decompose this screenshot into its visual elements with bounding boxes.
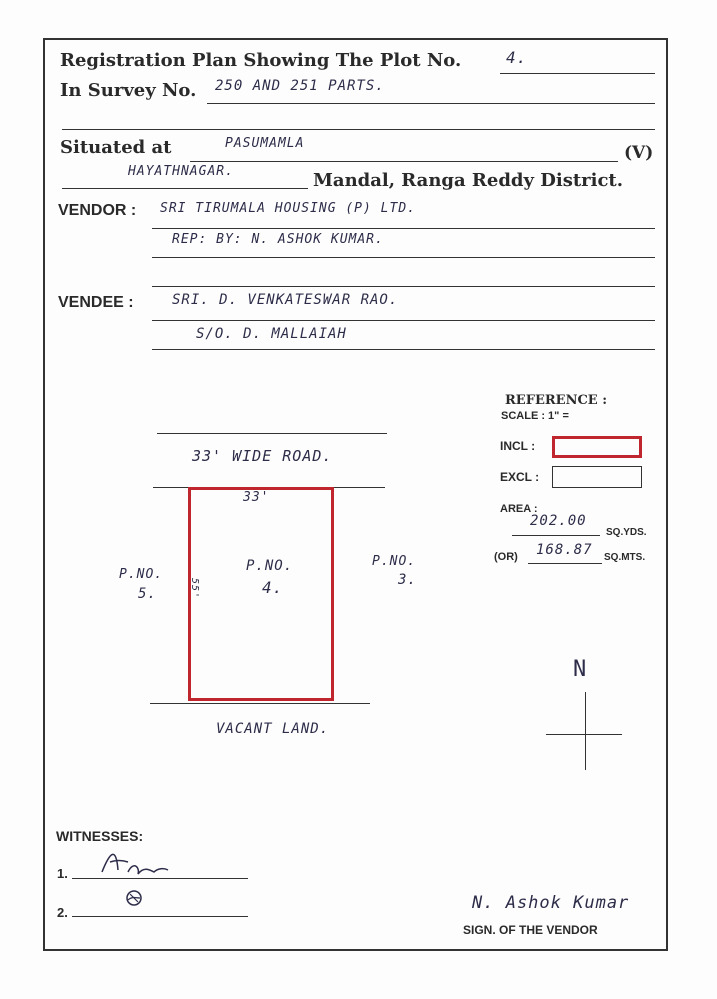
vendor-name: SRI TIRUMALA HOUSING (P) LTD. [160,201,416,216]
vendor-underline-2 [152,257,655,258]
area-value: 202.00 [530,513,587,529]
side-dimension: 55' [189,577,201,600]
plot-label: P.NO. [246,558,294,574]
mandal-value: HAYATHNAGAR. [128,164,234,179]
plot-number: 4. [262,578,284,597]
vendor-underline-3 [152,286,655,287]
witness-1-label: 1. [57,866,68,881]
plan-title: Registration Plan Showing The Plot No. [60,50,462,71]
road-label: 33' WIDE ROAD. [192,447,333,465]
witness-2-line [72,916,248,917]
plot-number-value: 4. [506,48,528,67]
incl-legend-box [552,436,642,458]
excl-label: EXCL : [500,470,540,484]
metric-value: 168.87 [536,542,593,558]
excl-legend-box [552,466,642,488]
witness-signatures [92,842,172,906]
vendor-representative: REP: BY: N. ASHOK KUMAR. [172,232,384,247]
top-dimension: 33' [243,490,270,505]
situated-value: PASUMAMLA [225,136,305,151]
vacant-land-label: VACANT LAND. [216,721,330,737]
north-arrow-horizontal [546,734,622,735]
scale-label: SCALE : 1" = [501,410,569,422]
situated-underline [190,161,618,162]
situated-label: Situated at [60,137,172,158]
west-plot-label: P.NO. [119,567,164,582]
area-unit: SQ.YDS. [606,527,647,538]
metric-underline [528,563,602,564]
north-label: N [573,657,588,682]
vendor-signature-label: SIGN. OF THE VENDOR [463,923,598,937]
north-arrow-vertical [585,692,586,770]
vendee-name: SRI. D. VENKATESWAR RAO. [172,292,399,308]
blank-line [62,129,655,130]
area-label: AREA : [500,503,538,515]
reference-title: REFERENCE : [505,393,608,408]
vendor-underline-1 [152,228,655,229]
west-plot-number: 5. [138,586,157,602]
survey-underline [207,103,655,104]
plot-number-underline [500,73,655,74]
vendee-underline-1 [152,320,655,321]
area-underline [512,535,600,536]
or-label: (OR) [494,551,518,563]
village-marker: (V) [624,143,654,163]
vendee-underline-2 [152,349,655,350]
vendee-father: S/O. D. MALLAIAH [196,326,347,342]
witness-2-label: 2. [57,905,68,920]
metric-unit: SQ.MTS. [604,552,646,563]
plot-4-boundary [188,487,334,701]
witnesses-title: WITNESSES: [56,828,144,844]
vendor-signature: N. Ashok Kumar [472,893,630,913]
road-top-line [157,433,387,434]
vendee-label: VENDEE : [58,294,134,311]
east-plot-label: P.NO. [372,554,417,569]
mandal-label: Mandal, Ranga Reddy District. [313,170,623,191]
plot-bottom-line [150,703,370,704]
mandal-underline [62,188,308,189]
incl-label: INCL : [500,439,536,453]
survey-label: In Survey No. [60,80,197,101]
survey-number-value: 250 AND 251 PARTS. [215,78,385,94]
east-plot-number: 3. [398,572,417,588]
vendor-label: VENDOR : [58,202,137,219]
